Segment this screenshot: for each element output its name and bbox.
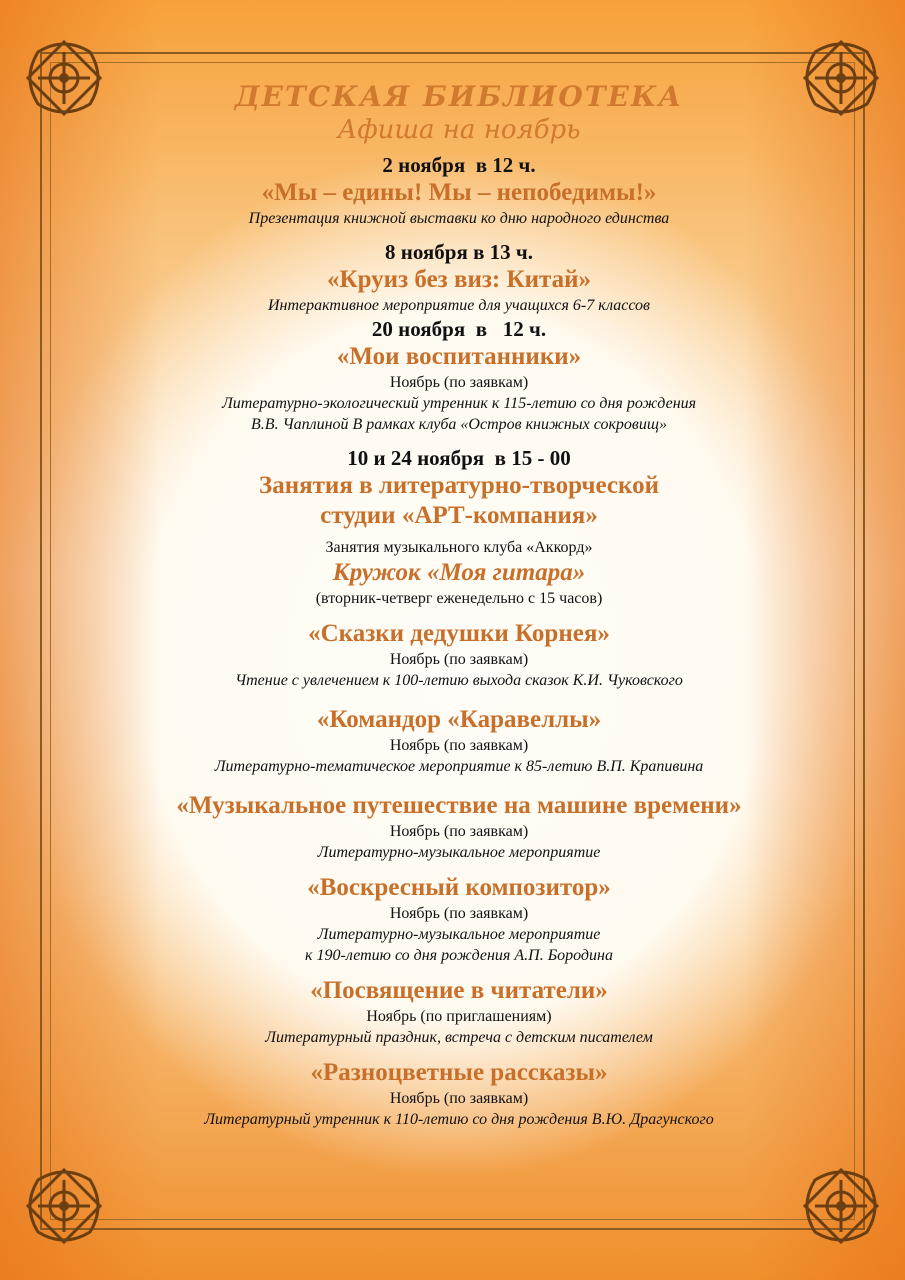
event-description: Литературно-тематическое мероприятие к 85-летию В.П. Крапивина (214, 758, 704, 775)
event-block (120, 791, 798, 863)
event-note: Ноябрь (по заявкам) (389, 905, 529, 922)
event-note: Ноябрь (по заявкам) (389, 737, 529, 754)
event-title: студии «АРТ-компания» (320, 502, 598, 529)
event-description: Чтение с увлечением к 100-летию выхода сказок К.И. Чуковского (235, 672, 683, 689)
event-date: 10 и 24 ноября в 15 - 00 (347, 446, 571, 470)
event-note: Ноябрь (по приглашениям) (366, 1008, 552, 1025)
event-description: Литературно-музыкальное мероприятие (317, 926, 601, 943)
event-block (120, 1058, 798, 1130)
event-description: В.В. Чаплиной В рамках клуба «Остров книжных сокровищ» (251, 416, 667, 433)
event-title: «Командор «Каравеллы» (316, 706, 602, 733)
event-title: «Воскресный композитор» (307, 874, 611, 901)
event-block (120, 976, 798, 1048)
event-block (120, 558, 798, 609)
event-title: «Посвящение в читатели» (310, 977, 608, 1004)
event-title: «Сказки дедушки Корнея» (308, 620, 610, 647)
event-title: «Разноцветные рассказы» (310, 1059, 608, 1086)
event-description: Литературно-музыкальное мероприятие (317, 844, 601, 861)
event-block (120, 705, 798, 777)
event-block (120, 239, 798, 316)
event-date: 8 ноября в 13 ч. (384, 240, 534, 264)
library-title: ДЕТСКАЯ БИБЛИОТЕКА (234, 80, 684, 113)
celtic-knot-corner-icon (18, 32, 110, 124)
celtic-knot-corner-icon (795, 32, 887, 124)
event-block (120, 445, 798, 558)
event-description: к 190-летию со дня рождения А.П. Бородина (305, 947, 613, 964)
program-content (120, 76, 798, 1130)
event-title: Занятия в литературно-творческой (259, 472, 659, 499)
event-title: Кружок «Моя гитара» (332, 559, 586, 586)
event-date: 2 ноября в 12 ч. (382, 153, 536, 177)
event-block (120, 619, 798, 691)
celtic-knot-corner-icon (18, 1160, 110, 1252)
event-note: Ноябрь (по заявкам) (389, 374, 529, 391)
event-description: Литературно-экологический утренник к 115-летию со дня рождения (221, 395, 697, 412)
event-title: «Мы – едины! Мы – непобедимы!» (261, 179, 657, 206)
poster-subtitle: Афиша на ноябрь (337, 115, 581, 145)
celtic-knot-corner-icon (795, 1160, 887, 1252)
event-note: Ноябрь (по заявкам) (389, 651, 529, 668)
event-description: Литературный утренник к 110-летию со дня рождения В.Ю. Драгунского (204, 1111, 714, 1128)
event-description: Интерактивное мероприятие для учащихся 6-7 классов (268, 297, 650, 314)
event-description: Презентация книжной выставки ко дню народного единства (248, 210, 670, 227)
event-title: «Круиз без виз: Китай» (326, 266, 591, 293)
event-date: 20 ноября в 12 ч. (371, 317, 547, 341)
event-description: Литературный праздник, встреча с детским писателем (265, 1029, 653, 1046)
event-block (120, 152, 798, 229)
event-note: Занятия музыкального клуба «Аккорд» (325, 539, 593, 556)
event-note: (вторник-четверг еженедельно с 15 часов) (315, 590, 603, 607)
event-title: «Мои воспитанники» (336, 343, 582, 370)
event-note: Ноябрь (по заявкам) (389, 1090, 529, 1107)
event-block (120, 873, 798, 966)
event-note: Ноябрь (по заявкам) (389, 823, 529, 840)
event-title: «Музыкальное путешествие на машине времени» (176, 792, 742, 819)
event-block (120, 316, 798, 435)
